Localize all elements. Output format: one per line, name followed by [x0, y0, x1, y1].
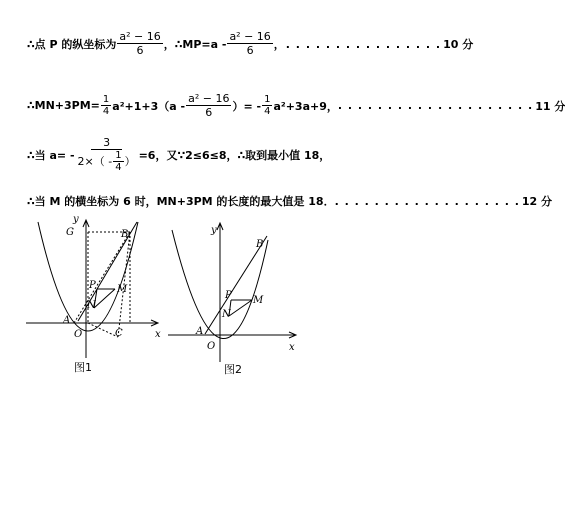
figure-1-labels — [62, 214, 161, 340]
fraction-numerator: a² − 16 — [188, 92, 230, 105]
figure-1-caption: 图1 — [74, 361, 92, 374]
line1-mid: ，∴MP=a - — [163, 37, 227, 51]
denominator-right: ） — [124, 155, 136, 168]
line2-prefix: ∴MN+3PM= — [27, 99, 100, 112]
leader-dots: . . . . . . . . . . . . . . . . . . . . — [337, 99, 534, 112]
score-label: 10 分 — [443, 37, 474, 51]
label-g: G — [66, 227, 74, 238]
label-c: C — [115, 328, 123, 339]
label-o: O — [207, 341, 216, 352]
label-p: P — [89, 280, 96, 291]
line2-part2: ）= - — [232, 99, 262, 113]
line3-prefix: ∴当 a= - — [27, 148, 75, 162]
fraction-numerator: 1 — [115, 150, 122, 161]
label-y: y — [73, 214, 79, 225]
label-b: B — [121, 229, 129, 240]
line1-prefix: ∴点 P 的纵坐标为 — [27, 37, 117, 51]
leader-dots: ，. . . . . . . . . . . . . . . . — [273, 37, 442, 51]
score-label: 12 分 — [521, 195, 553, 208]
label-y: y — [211, 225, 217, 236]
figure-2 — [168, 223, 296, 362]
score-label: 11 分 — [535, 99, 565, 113]
line4-text: ∴当 M 的横坐标为 6 时，MN+3PM 的长度的最大值是 18． — [27, 195, 335, 208]
line-ab — [205, 236, 267, 334]
fraction-denominator: 4 — [264, 106, 271, 117]
label-x: x — [289, 342, 295, 353]
fraction-denominator: 4 — [115, 162, 122, 173]
fraction-numerator: 1 — [102, 94, 110, 105]
fraction-denominator: 6 — [205, 106, 213, 119]
fraction-numerator: 3 — [91, 136, 122, 150]
fraction-denominator: 4 — [102, 106, 110, 117]
label-x: x — [155, 329, 161, 340]
label-b: B — [256, 239, 264, 250]
fraction-numerator: 1 — [264, 94, 271, 105]
line2-part1: a²+1+3（a - — [112, 99, 186, 113]
dotted-line-a-b — [74, 232, 130, 323]
fraction-numerator: a² − 16 — [119, 30, 161, 43]
label-o: O — [74, 329, 83, 340]
line2-part3: a²+3a+9， — [273, 99, 338, 113]
label-a: A — [196, 326, 204, 337]
figure-2-labels — [195, 225, 295, 353]
fraction-numerator: a² − 16 — [229, 30, 271, 43]
label-a: A — [63, 315, 71, 326]
leader-dots: . . . . . . . . . . . . . . . . . . . — [334, 194, 520, 208]
fraction-denominator: 6 — [136, 44, 144, 57]
label-m: M — [117, 284, 128, 295]
label-n: N — [87, 300, 96, 311]
figure-2-caption: 图2 — [224, 363, 242, 376]
line3-suffix: =6，又∵2≤6≤8，∴取到最小值 18， — [138, 148, 331, 162]
fraction-denominator: 6 — [246, 44, 254, 57]
label-m: M — [253, 295, 264, 306]
label-n: N — [222, 309, 231, 320]
denominator-left: 2×（ - — [77, 155, 113, 168]
label-p: P — [225, 290, 232, 301]
